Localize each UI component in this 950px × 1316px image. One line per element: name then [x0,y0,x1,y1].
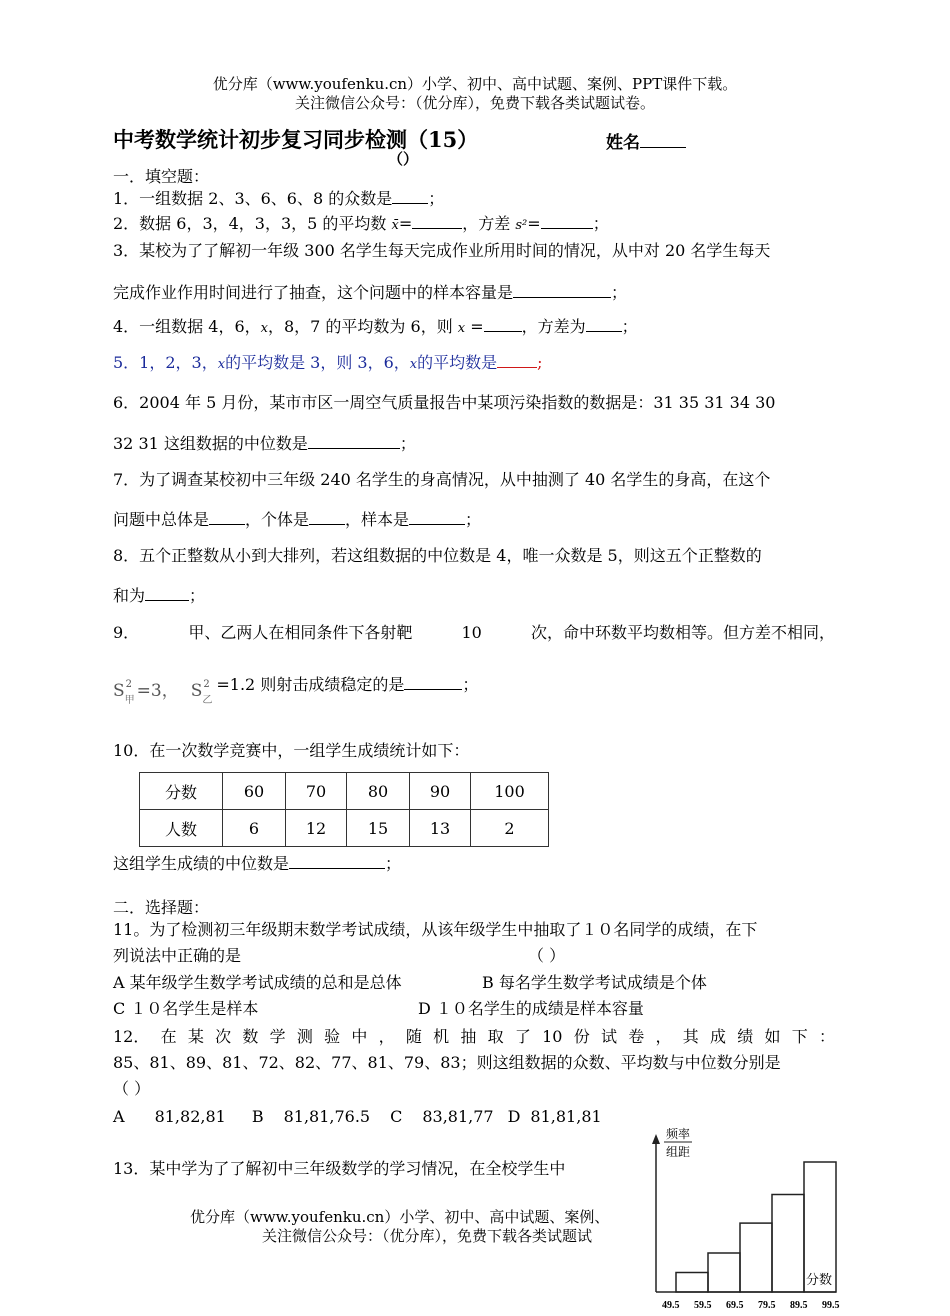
equals-sign: = [527,214,541,233]
answer-blank [586,316,622,332]
q12-part: 抽 [460,1027,477,1046]
histogram-bar [740,1223,772,1292]
option-11-B: B 每名学生数学考试成绩是个体 [482,973,707,992]
question-2-text-a: 2．数据 6，3，4，3，3，5 的平均数 [113,214,387,233]
q12-part: 了 [514,1027,531,1046]
question-1: 1．一组数据 2、3、6、6、8 的众数是 ； [113,189,445,208]
q12-part: 取 [487,1027,504,1046]
table-cell: 90 [410,773,471,810]
table-cell: 13 [410,810,471,847]
sub-jia: 甲 [124,695,135,706]
question-11-line2 [113,945,566,967]
y-axis-arrow [652,1134,660,1144]
var-x: x [457,321,466,336]
option-value: 81,82,81 [154,1107,226,1126]
table-row [140,773,549,810]
name-blank [640,132,686,148]
q12-part: 在 [160,1027,177,1046]
question-13: 13．某中学为了了解初中三年级数学的学习情况，在全校学生中 [113,1159,566,1178]
var-xbar: x̄ [391,218,399,233]
y-label-bottom: 组距 [666,1145,691,1159]
q12-part: 试 [600,1027,617,1046]
q12-part: ， [378,1027,395,1046]
var-x: x [217,357,226,372]
question-1-text: 1．一组数据 2、3、6、6、8 的众数是 [113,189,393,208]
question-9-line2: S 2 甲 =3， S 2 乙 =1.2 则射击成绩稳定的是 ； [113,680,478,702]
section-fill-in: 一．填空题： [113,167,210,186]
question-9-line1 [113,622,835,644]
q12-part: 绩 [737,1027,754,1046]
table-cell: 分数 [140,773,223,810]
answer-blank [513,282,611,298]
question-3-line2: 完成作业作用时间进行了抽查，这个问题中的样本容量是 ； [113,283,628,302]
question-7-text-b: ，个体是 [245,510,310,529]
answer-blank [409,509,465,525]
q12-part: 测 [296,1027,313,1046]
option-11-C: C １０名学生是样本 [113,999,259,1018]
histogram-bar [676,1273,708,1293]
table-cell: 15 [347,810,410,847]
option-letter: B [251,1107,264,1126]
answer-blank [308,433,400,449]
answer-blank [289,853,385,869]
question-12-options [113,1106,602,1128]
table-row [140,810,549,847]
sub-sup-yi: 2 乙 [202,686,216,696]
question-6-text: 32 31 这组数据的中位数是 [113,434,308,453]
question-9-text: =1.2 则射击成绩稳定的是 [216,675,405,694]
table-cell: 100 [471,773,549,810]
question-5-text-a: 5．1，2，3， [113,353,218,372]
q12-part: 中 [351,1027,368,1046]
question-10-after: 这组学生成绩的中位数是 ； [113,854,402,873]
q12-part: 机 [433,1027,450,1046]
q12-part: 如 [764,1027,781,1046]
variance-s-yi: S [190,681,203,701]
question-8-text: 和为 [113,586,146,605]
question-4: 4．一组数据 4，6，x，8，7 的平均数为 6，则 x = ，方差为 ； [113,317,638,336]
question-2: 2．数据 6，3，4，3，3，5 的平均数 x̄= ，方差 s²= ； [113,214,609,233]
variance-eq-jia: =3， [136,681,179,701]
var-s2: s² [515,218,528,233]
answer-blank [412,213,462,229]
answer-paren: （ ） [528,946,566,965]
question-3-text: 完成作业作用时间进行了抽查，这个问题中的样本容量是 [113,283,514,302]
histogram-bar [772,1195,804,1293]
q12-part: 学 [269,1027,286,1046]
option-letter: C [390,1107,403,1126]
question-6-line1: 6．2004 年 5 月份，某市市区一周空气质量报告中某项污染指数的数据是：31 35 31 34 30 [113,393,776,412]
table-cell: 70 [286,773,347,810]
option-value: 81,81,76.5 [283,1107,371,1126]
table-cell: 60 [223,773,286,810]
question-6-line2: 32 31 这组数据的中位数是 ； [113,434,416,453]
q9-part: 9． [113,623,140,642]
table-cell: 80 [347,773,410,810]
table-cell: 6 [223,810,286,847]
answer-blank [404,674,462,690]
q12-part: ： [818,1027,835,1046]
sub-yi: 乙 [202,695,213,706]
question-12-line2: 85、81、89、81、72、82、77、81、79、83；则这组数据的众数、平均数与中位数分别是 [113,1053,781,1072]
option-value: 81,81,81 [530,1107,602,1126]
q12-part: 成 [709,1027,726,1046]
question-3-line1: 3．某校为了了解初一年级 300 名学生每天完成作业所用时间的情况，从中对 20 名学生每天 [113,241,771,260]
name-field [606,128,686,153]
q12-part: 次 [215,1027,232,1046]
section-choice: 二．选择题： [113,898,210,917]
equals-sign: = [398,214,413,233]
answer-blank [209,509,245,525]
question-4-text-c: ，方差为 [521,317,586,336]
answer-blank [484,316,522,332]
question-10: 10．在一次数学竞赛中，一组学生成绩统计如下： [113,741,470,760]
variance-s-jia: S [113,681,125,701]
histogram-tick-label: 49.5 [662,1300,680,1311]
equals-sign: = [470,317,484,336]
histogram-tick-label: 99.5 [822,1300,840,1311]
question-12-line1 [113,1026,835,1048]
histogram-bar [708,1253,740,1292]
question-11-text: 列说法中正确的是 [113,946,242,965]
q12-part: 数 [242,1027,259,1046]
q9-part: 次，命中环数平均数相等。但方差不相同， [530,623,835,642]
name-label: 姓名 [606,133,640,153]
histogram-tick-label: 89.5 [790,1300,808,1311]
question-7-line1: 7．为了调查某校初中三年级 240 名学生的身高情况，从中抽测了 40 名学生的身高，在这个 [113,470,771,489]
q12-part: 随 [405,1027,422,1046]
q12-part: 10 [542,1027,563,1046]
var-x: x [260,321,268,336]
q12-part: 卷 [628,1027,645,1046]
answer-blank [392,188,428,204]
question-8-line1: 8．五个正整数从小到大排列，若这组数据的中位数是 4，唯一众数是 5，则这五个正整数的 [113,546,762,565]
question-5-text-b: 的平均数是 3，则 3，6， [225,353,410,372]
q9-part: 甲、乙两人在相同条件下各射靶 [188,623,413,642]
site-footer-line2: 关注微信公众号：（优分库），免费下载各类试题试 [262,1227,593,1245]
q9-part: 10 [461,623,482,642]
q12-part: 份 [573,1027,590,1046]
table-cell: 人数 [140,810,223,847]
histogram-tick-label: 69.5 [726,1300,744,1311]
x-axis-label: 分数 [806,1272,833,1287]
site-footer-line1: 优分库（www.youfenku.cn）小学、初中、高中试题、案例、 [190,1208,610,1226]
var-x: x [409,357,418,372]
q12-part: 下 [791,1027,808,1046]
score-table [139,772,549,847]
histogram-tick-label: 79.5 [758,1300,776,1311]
option-11-A: A 某年级学生数学考试成绩的总和是总体 [113,973,402,992]
option-11-D: D １０名学生的成绩是样本容量 [418,999,644,1018]
y-label-top: 频率 [666,1127,691,1141]
table-cell: 2 [471,810,549,847]
answer-blank [145,585,189,601]
question-12-line3: （ ） [113,1079,151,1098]
histogram-tick-label: 59.5 [694,1300,712,1311]
question-2-text-b: ，方差 [462,214,511,233]
question-7-line2: 问题中总体是 ，个体是 ，样本是 ； [113,510,482,529]
question-8-line2: 和为 ； [113,586,206,605]
table-cell: 12 [286,810,347,847]
sub-sup-jia: 2 甲 [125,686,137,696]
question-4-text-a: 4．一组数据 4，6， [113,317,261,336]
question-10-after-text: 这组学生成绩的中位数是 [113,854,290,873]
site-header-line2: 关注微信公众号：（优分库），免费下载各类试题试卷。 [294,94,655,112]
q12-part: 验 [324,1027,341,1046]
option-letter: D [507,1107,521,1126]
option-letter: A [113,1107,125,1126]
paren-line: （） [388,150,419,168]
q12-part: 12． [113,1027,150,1046]
question-5-text-c: 的平均数是 [417,353,498,372]
question-11-line1: 11。为了检测初三年级期末数学考试成绩，从该年级学生中抽取了１０名同学的成绩，在下 [113,920,758,939]
frequency-histogram [640,1120,840,1316]
answer-blank [541,213,593,229]
site-header-line1: 优分库（www.youfenku.cn）小学、初中、高中试题、案例、PPT课件下载。 [212,75,738,93]
question-7-text-a: 问题中总体是 [113,510,210,529]
page-title: 中考数学统计初步复习同步检测（15） [113,127,479,152]
question-7-text-c: ，样本是 [345,510,410,529]
q12-part: 某 [187,1027,204,1046]
q12-part: 其 [682,1027,699,1046]
answer-blank [309,509,345,525]
answer-blank [497,352,537,368]
option-value: 83,81,77 [422,1107,494,1126]
histogram-tick-labels [662,1300,840,1311]
question-5: 5．1，2，3，x的平均数是 3，则 3，6，x的平均数是 ; [113,353,543,372]
q12-part: ， [655,1027,672,1046]
question-4-text-b: ，8，7 的平均数为 6，则 [267,317,453,336]
